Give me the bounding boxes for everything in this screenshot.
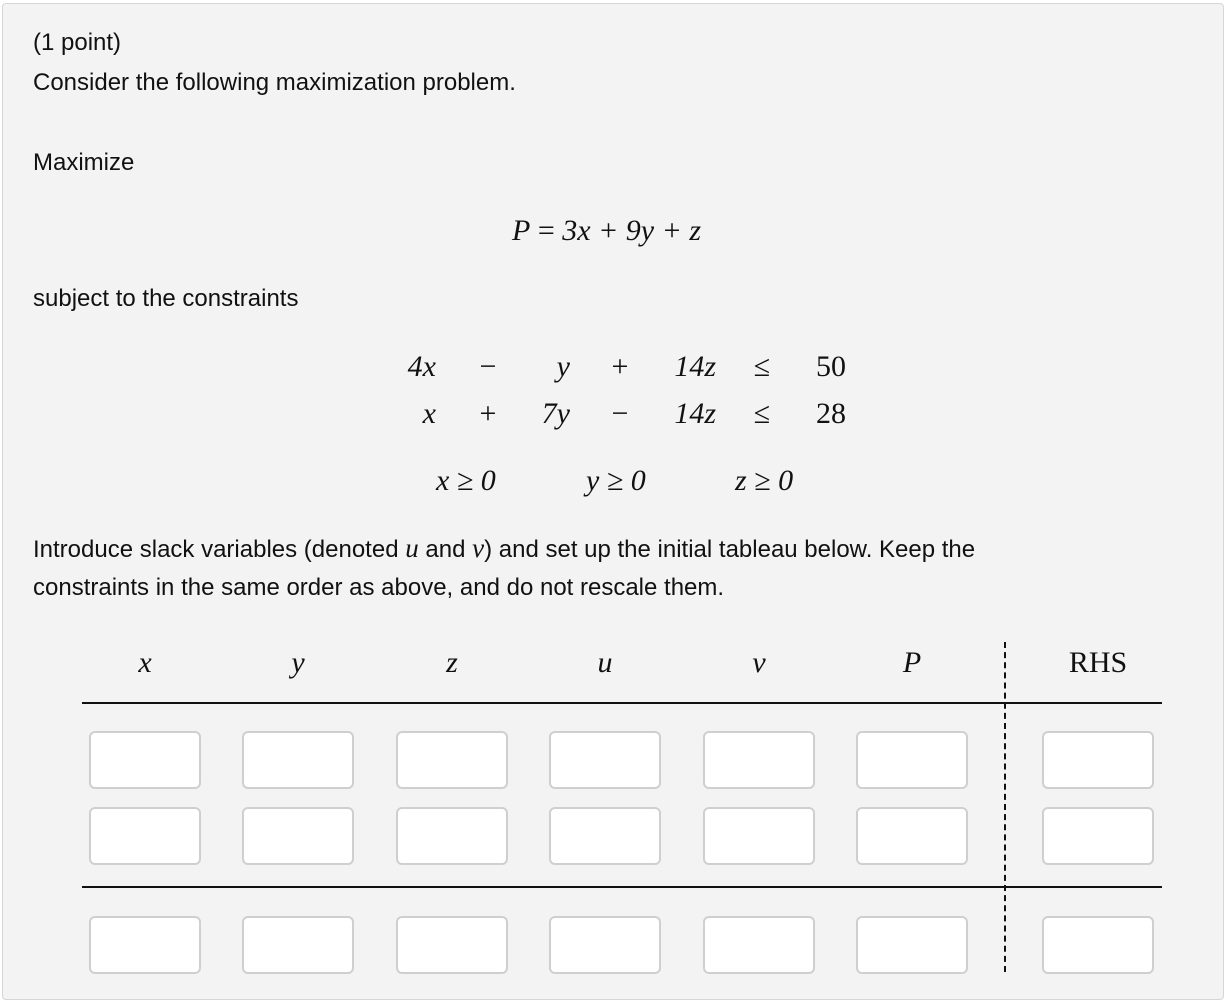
tableau-cell-obj-rhs[interactable] xyxy=(1042,916,1154,974)
tableau-header-u: u xyxy=(597,646,613,679)
tableau-header-x: x xyxy=(138,646,152,679)
instructions-text: Introduce slack variables (denoted xyxy=(33,536,406,563)
tableau-cell-r1-p[interactable] xyxy=(856,731,968,789)
tableau-cell-obj-u[interactable] xyxy=(549,916,661,974)
tableau-cell-obj-x[interactable] xyxy=(89,916,201,974)
tableau-cell-r1-u[interactable] xyxy=(549,731,661,789)
slack-var-v: v xyxy=(472,533,485,563)
objective-lhs: P xyxy=(512,214,531,247)
nonneg-x: x ≥ 0 xyxy=(436,464,496,497)
objective-function xyxy=(512,214,701,248)
constraint-relation: ≤ xyxy=(753,350,771,383)
constraint-term: 14z xyxy=(674,397,716,430)
tableau-header-z: z xyxy=(446,646,458,679)
slack-var-u: u xyxy=(405,533,419,563)
nonneg-y: y ≥ 0 xyxy=(586,464,646,497)
nonneg-z: z ≥ 0 xyxy=(735,464,794,497)
tableau-cell-obj-z[interactable] xyxy=(396,916,508,974)
constraint-term: y xyxy=(556,350,570,383)
maximize-label: Maximize xyxy=(33,149,135,176)
tableau-cell-r1-z[interactable] xyxy=(396,731,508,789)
tableau-cell-r2-y[interactable] xyxy=(242,807,354,865)
constraint-operator: − xyxy=(479,350,497,383)
tableau-cell-obj-p[interactable] xyxy=(856,916,968,974)
tableau-cell-r2-u[interactable] xyxy=(549,807,661,865)
tableau-cell-r2-x[interactable] xyxy=(89,807,201,865)
tableau-rhs-divider xyxy=(1004,642,1006,972)
tableau-header-v: v xyxy=(752,646,766,679)
instructions-text: ) and set up the initial tableau below. Keep the xyxy=(484,536,976,563)
constraints-label: subject to the constraints xyxy=(33,285,299,312)
tableau-header-p: P xyxy=(902,646,922,679)
tableau-objective-divider xyxy=(82,886,1162,888)
instructions-text: and xyxy=(418,536,473,563)
tableau-cell-r1-rhs[interactable] xyxy=(1042,731,1154,789)
constraint-operator: − xyxy=(611,397,629,430)
constraint-term: 7y xyxy=(541,397,570,430)
tableau-header-y: y xyxy=(291,646,305,679)
constraint-term: 14z xyxy=(674,350,716,383)
objective-rhs: 3x + 9y + z xyxy=(562,214,702,247)
constraint-term: 4x xyxy=(407,350,436,383)
tableau-header-divider xyxy=(82,702,1162,704)
constraint-operator: + xyxy=(611,350,629,383)
tableau-cell-r2-rhs[interactable] xyxy=(1042,807,1154,865)
instructions-line-1 xyxy=(33,533,975,565)
constraint-relation: ≤ xyxy=(753,397,771,430)
tableau-cell-obj-y[interactable] xyxy=(242,916,354,974)
constraint-rhs: 50 xyxy=(816,350,846,383)
tableau-cell-obj-v[interactable] xyxy=(703,916,815,974)
tableau-cell-r2-z[interactable] xyxy=(396,807,508,865)
constraint-term: x xyxy=(422,397,436,430)
tableau-cell-r1-y[interactable] xyxy=(242,731,354,789)
tableau-cell-r1-v[interactable] xyxy=(703,731,815,789)
tableau-cell-r2-v[interactable] xyxy=(703,807,815,865)
tableau-header-rhs: RHS xyxy=(1068,646,1128,679)
constraint-operator: + xyxy=(479,397,497,430)
instructions-line-2: constraints in the same order as above, and do not rescale them. xyxy=(33,574,725,601)
objective-eq: = xyxy=(537,214,555,247)
problem-intro: Consider the following maximization problem. xyxy=(33,69,516,96)
tableau-cell-r2-p[interactable] xyxy=(856,807,968,865)
constraint-rhs: 28 xyxy=(816,397,846,430)
tableau-cell-r1-x[interactable] xyxy=(89,731,201,789)
points-label: (1 point) xyxy=(33,29,122,56)
